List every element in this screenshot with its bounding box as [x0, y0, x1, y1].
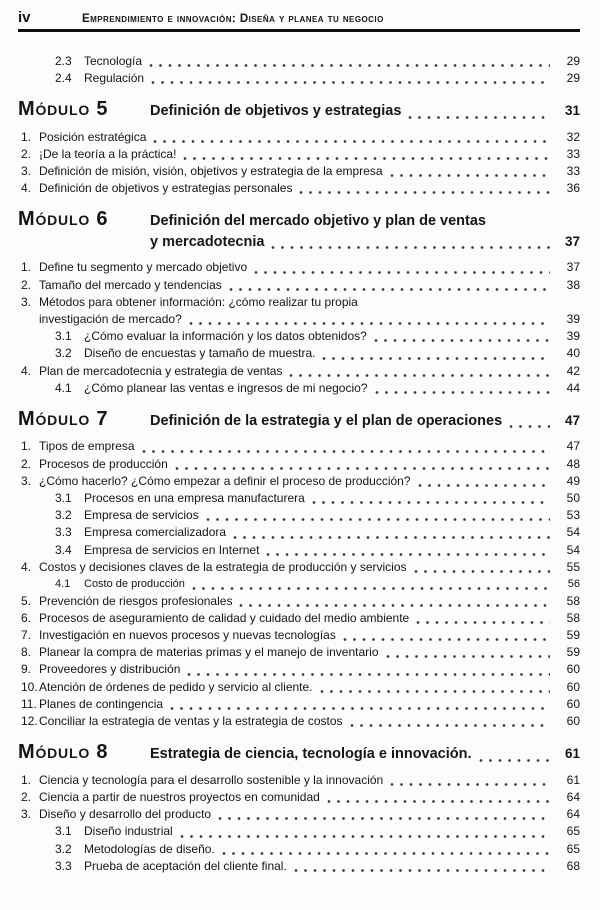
entry-number: 3.1: [55, 491, 72, 506]
page-number: 48: [566, 456, 580, 471]
entry-number: 12.: [21, 714, 38, 729]
dot-leader: [299, 190, 550, 195]
dot-leader: [187, 672, 550, 677]
entry-label: Costo de producción: [84, 578, 185, 591]
toc-entry: [18, 163, 580, 180]
entry-label: Ciencia a partir de nuestros proyectos en comunidad: [39, 789, 320, 804]
toc-entry: [55, 841, 580, 858]
toc-entry: [18, 679, 580, 696]
module-heading: [18, 98, 580, 122]
entry-body: [84, 507, 580, 524]
dot-leader: [386, 654, 551, 659]
page-number: 39: [566, 329, 580, 344]
entry-body: [39, 559, 580, 576]
entry-number: 11.: [21, 696, 37, 711]
entry-body: [84, 542, 580, 559]
entry-body: [39, 294, 580, 328]
toc-row: [39, 180, 580, 197]
module-title: [150, 101, 580, 122]
entry-label: Tamaño del mercado y tendencias: [39, 277, 222, 292]
page-number: 49: [566, 473, 580, 488]
page-number: 42: [566, 363, 580, 378]
dot-leader: [390, 173, 550, 178]
toc-entry: [18, 146, 580, 163]
dot-leader: [312, 500, 550, 505]
toc-entry: [18, 438, 580, 455]
module-label: Módulo 8: [18, 741, 109, 764]
entry-label: Planear la compra de materias primas y el manejo de inventario: [39, 645, 379, 660]
entry-body: [39, 644, 580, 661]
dot-leader: [350, 723, 551, 728]
entry-number: 3.: [21, 294, 32, 309]
toc-row: [39, 679, 580, 696]
toc-row: [39, 311, 580, 328]
entry-number: 10.: [21, 679, 38, 694]
entry-body: [39, 806, 580, 823]
page-number: 31: [564, 103, 580, 118]
dot-leader: [218, 816, 550, 821]
entry-label: Plan de mercadotecnia y estrategia de ventas: [39, 363, 283, 378]
entry-label: Empresa comercializadora: [84, 525, 227, 540]
entry-number: 4.1: [55, 578, 71, 591]
entry-body: [84, 841, 580, 858]
toc-row: [39, 129, 580, 146]
entry-label: Diseño y desarrollo del producto: [39, 807, 212, 822]
toc-row: [150, 411, 580, 432]
toc-row: [84, 53, 580, 70]
dot-leader: [222, 851, 550, 856]
toc-entry: [18, 259, 580, 276]
module-title: [150, 411, 580, 432]
page-header: [18, 9, 580, 26]
module-label: Módulo 6: [18, 208, 109, 231]
toc-section: [18, 208, 580, 397]
toc-row: [84, 841, 580, 858]
page-number: 60: [566, 696, 580, 711]
page-number: 33: [566, 146, 580, 161]
dot-leader: [192, 586, 550, 591]
dot-leader: [229, 287, 550, 292]
dot-leader: [289, 373, 550, 378]
entry-body: [39, 610, 580, 627]
page-number: 61: [566, 772, 580, 787]
entry-number: 3.3: [55, 525, 72, 540]
toc-row: [39, 610, 580, 627]
page-number: 29: [566, 53, 580, 68]
entry-number: 5.: [21, 593, 32, 608]
dot-leader: [418, 483, 550, 488]
toc-row: [84, 823, 580, 840]
page-number: 38: [566, 277, 580, 292]
toc-entry: [18, 713, 580, 730]
entry-label: Investigación en nuevos procesos y nuevas tecnologías: [39, 628, 336, 643]
entry-number: 4.1: [55, 380, 72, 395]
dot-leader: [149, 63, 550, 68]
module-heading: [18, 741, 580, 765]
toc-row: [39, 806, 580, 823]
page-number: 54: [566, 542, 580, 557]
entry-number: 3.2: [55, 841, 72, 856]
table-of-contents: [18, 53, 580, 875]
toc-entry: [18, 473, 580, 490]
page-number: 58: [566, 610, 580, 625]
toc-entry: [55, 507, 580, 524]
page-number: 37: [564, 233, 580, 249]
entry-number: 4.: [21, 559, 32, 574]
entry-body: [39, 713, 580, 730]
module-label: Módulo 7: [18, 407, 109, 430]
entry-number: 2.4: [55, 70, 72, 85]
header-rule: [18, 29, 580, 32]
toc-row: [39, 438, 580, 455]
dot-leader: [170, 706, 550, 711]
dot-leader: [153, 139, 550, 144]
entry-number: 3.2: [55, 508, 72, 523]
entry-label: Diseño industrial: [84, 824, 173, 839]
entry-body: [84, 345, 580, 362]
page-number: 53: [566, 508, 580, 523]
entry-body: [39, 627, 580, 644]
dot-leader: [322, 356, 550, 361]
page-number: 47: [566, 439, 580, 454]
page-number: 55: [566, 559, 580, 574]
entry-number: 1.: [21, 260, 32, 275]
entry-label: Conciliar la estrategia de ventas y la estrategia de costos: [39, 714, 343, 729]
entry-body: [39, 679, 580, 696]
dot-leader: [142, 449, 550, 454]
entry-label: Tecnología: [84, 53, 143, 68]
entry-label: Métodos para obtener información: ¿cómo realizar tu propia: [39, 294, 358, 309]
module-heading: [18, 208, 580, 252]
entry-label: ¿Cómo planear las ventas e ingresos de mi negocio?: [84, 380, 368, 395]
entry-label: Tipos de empresa: [39, 439, 135, 454]
page-number: 32: [566, 129, 580, 144]
toc-row: [150, 744, 580, 765]
entry-number: 3.1: [55, 329, 72, 344]
module-title-line: Definición de la estrategia y el plan de operaciones: [150, 412, 503, 429]
dot-leader: [180, 834, 550, 839]
entry-body: [39, 259, 580, 276]
toc-row: [150, 232, 580, 253]
entry-body: [39, 473, 580, 490]
page-number: 39: [566, 311, 580, 326]
entry-label: Prevención de riesgos profesionales: [39, 593, 233, 608]
entry-label: Empresa de servicios: [84, 508, 199, 523]
entry-label: Planes de contingencia: [39, 696, 164, 711]
entry-number: 8.: [21, 645, 32, 660]
toc-row: [39, 559, 580, 576]
toc-entry: [18, 610, 580, 627]
entry-label: Procesos de aseguramiento de calidad y cuidado del medio ambiente: [39, 610, 410, 625]
module-title-line: Definición de objetivos y estrategias: [150, 103, 402, 119]
toc-row: [39, 259, 580, 276]
entry-label: Procesos de producción: [39, 456, 168, 471]
entry-label: ¿Cómo hacerlo? ¿Cómo empezar a definir el proceso de producción?: [39, 473, 411, 488]
page-number: 59: [566, 628, 580, 643]
entry-label: Posición estratégica: [39, 129, 147, 144]
toc-row: [39, 456, 580, 473]
page-number: 56: [567, 578, 580, 591]
entry-number: 7.: [21, 628, 32, 643]
toc-row: [84, 858, 580, 875]
entry-number: 3.3: [55, 858, 72, 873]
page-number: 44: [566, 380, 580, 395]
entry-body: [84, 53, 580, 70]
toc-entry: [55, 53, 580, 70]
entry-body: [39, 593, 580, 610]
module-title-line: y mercadotecnia: [150, 233, 265, 250]
toc-row: [84, 328, 580, 345]
dot-leader: [414, 569, 550, 574]
module-heading: [18, 407, 580, 432]
dot-leader: [183, 156, 550, 161]
entry-number: 1.: [21, 129, 32, 144]
toc-row: [84, 345, 580, 362]
toc-entry: [18, 363, 580, 380]
entry-body: [39, 363, 580, 380]
page-number: 40: [566, 346, 580, 361]
entry-label: Procesos en una empresa manufacturera: [84, 491, 305, 506]
toc-row: [39, 163, 580, 180]
toc-entry: [55, 70, 580, 87]
toc-entry: [18, 644, 580, 661]
entry-body: [39, 438, 580, 455]
toc-entry: [55, 380, 580, 397]
toc-entry: [55, 328, 580, 345]
entry-number: 3.4: [55, 542, 72, 557]
toc-row: [39, 277, 580, 294]
dot-leader: [408, 115, 550, 120]
entry-label: Atención de órdenes de pedido y servicio al cliente.: [39, 679, 313, 694]
dot-leader: [189, 321, 550, 326]
toc-row: [84, 524, 580, 541]
dot-leader: [239, 603, 550, 608]
dot-leader: [327, 799, 550, 804]
entry-body: [39, 146, 580, 163]
running-title: Emprendimiento e innovación: Diseña y planea tu negocio: [82, 13, 384, 25]
toc-entry: [18, 696, 580, 713]
page-number: 65: [566, 841, 580, 856]
page-number: 64: [566, 789, 580, 804]
toc-row: [39, 713, 580, 730]
toc-entry: [55, 542, 580, 559]
dot-leader: [233, 535, 550, 540]
entry-body: [84, 858, 580, 875]
toc-entry: [55, 576, 580, 593]
page-number: 47: [564, 412, 580, 428]
toc-row: [84, 507, 580, 524]
entry-label: Empresa de servicios en Internet: [84, 542, 260, 557]
entry-body: [84, 524, 580, 541]
toc-row: [39, 661, 580, 678]
toc-section: [18, 98, 580, 197]
entry-body: [39, 696, 580, 713]
toc-row: [39, 593, 580, 610]
toc-row: [39, 146, 580, 163]
dot-leader: [266, 552, 550, 557]
dot-leader: [343, 637, 550, 642]
page-number: 60: [566, 679, 580, 694]
page-number: 59: [566, 645, 580, 660]
entry-number: 3.2: [55, 346, 72, 361]
entry-number: 2.: [21, 146, 32, 161]
dot-leader: [509, 424, 550, 429]
toc-row: [39, 473, 580, 490]
toc-entry: [55, 345, 580, 362]
dot-leader: [151, 80, 550, 85]
dot-leader: [390, 782, 550, 787]
toc-row: [84, 70, 580, 87]
toc-row: [150, 101, 580, 122]
page-number: 29: [566, 70, 580, 85]
toc-entry: [18, 806, 580, 823]
toc-entry: [18, 661, 580, 678]
entry-body: [84, 823, 580, 840]
entry-body: [39, 277, 580, 294]
entry-number: 2.: [21, 277, 32, 292]
toc-entry: [18, 277, 580, 294]
toc-row: [84, 380, 580, 397]
toc-entry: [18, 772, 580, 789]
toc-row: [84, 576, 580, 593]
entry-body: [39, 772, 580, 789]
page-number: 61: [564, 746, 580, 762]
toc-entry: [18, 789, 580, 806]
toc-entry: [18, 180, 580, 197]
page-number: 37: [566, 260, 580, 275]
toc-section: [18, 741, 580, 875]
entry-label: investigación de mercado?: [39, 311, 182, 326]
toc-row: [39, 363, 580, 380]
toc-section: [18, 53, 580, 87]
entry-label: Metodologías de diseño.: [84, 841, 215, 856]
entry-number: 3.1: [55, 824, 72, 839]
entry-number: 6.: [21, 610, 32, 625]
toc-entry: [18, 129, 580, 146]
entry-number: 4.: [21, 363, 32, 378]
toc-row: [39, 789, 580, 806]
toc-entry: [55, 490, 580, 507]
dot-leader: [374, 338, 550, 343]
entry-label: ¿Cómo evaluar la información y los datos obtenidos?: [84, 329, 367, 344]
toc-row: [39, 627, 580, 644]
dot-leader: [254, 270, 550, 275]
entry-body: [39, 180, 580, 197]
entry-number: 9.: [21, 662, 32, 677]
entry-number: 2.: [21, 456, 32, 471]
entry-body: [39, 456, 580, 473]
entry-label: Prueba de aceptación del cliente final.: [84, 858, 287, 873]
dot-leader: [375, 390, 551, 395]
page-number-marker: iv: [18, 9, 31, 26]
entry-label: Definición de misión, visión, objetivos y estrategia de la empresa: [39, 163, 383, 178]
module-title-line: Definición del mercado objetivo y plan de ventas: [150, 213, 486, 230]
page-number: 36: [566, 181, 580, 196]
toc-row: [84, 542, 580, 559]
entry-body: [39, 129, 580, 146]
entry-label: Definición de objetivos y estrategias personales: [39, 181, 293, 196]
toc-row: [39, 772, 580, 789]
dot-leader: [416, 620, 550, 625]
page-number: 54: [566, 525, 580, 540]
entry-body: [84, 490, 580, 507]
dot-leader: [206, 517, 550, 522]
toc-entry: [18, 593, 580, 610]
toc-entry: [55, 823, 580, 840]
toc-entry: [18, 294, 580, 328]
page-number: 68: [566, 858, 580, 873]
toc-entry: [18, 559, 580, 576]
entry-body: [39, 163, 580, 180]
entry-body: [84, 576, 580, 593]
dot-leader: [479, 758, 550, 763]
toc-row: [39, 644, 580, 661]
entry-label: Diseño de encuestas y tamaño de muestra.: [84, 346, 316, 361]
module-title: [150, 744, 580, 765]
entry-body: [84, 328, 580, 345]
page-number: 65: [566, 824, 580, 839]
entry-number: 3.: [21, 163, 32, 178]
entry-label: Proveedores y distribución: [39, 662, 181, 677]
entry-label: Ciencia y tecnología para el desarrollo sostenible y la innovación: [39, 772, 384, 787]
module-label: Módulo 5: [18, 98, 109, 120]
entry-number: 1.: [21, 439, 32, 454]
toc-entry: [55, 858, 580, 875]
page-number: 60: [566, 662, 580, 677]
module-title-line: Estrategia de ciencia, tecnología e innovación.: [150, 746, 472, 763]
toc-entry: [55, 524, 580, 541]
toc-entry: [18, 627, 580, 644]
entry-body: [84, 70, 580, 87]
toc-row: [84, 490, 580, 507]
entry-number: 3.: [21, 473, 32, 488]
entry-label: Define tu segmento y mercado objetivo: [39, 260, 248, 275]
entry-number: 1.: [21, 772, 32, 787]
module-title: [150, 212, 580, 252]
dot-leader: [320, 689, 550, 694]
dot-leader: [175, 466, 550, 471]
entry-body: [39, 789, 580, 806]
entry-label: ¡De la teoría a la práctica!: [39, 146, 177, 161]
toc-section: [18, 407, 580, 730]
dot-leader: [294, 868, 550, 873]
entry-body: [39, 661, 580, 678]
entry-number: 4.: [21, 181, 32, 196]
page-number: 60: [566, 714, 580, 729]
dot-leader: [271, 245, 550, 250]
page-number: 64: [566, 807, 580, 822]
page-number: 58: [566, 593, 580, 608]
toc-row: [39, 696, 580, 713]
page-number: 33: [566, 163, 580, 178]
entry-label: Regulación: [84, 70, 145, 85]
toc-entry: [18, 456, 580, 473]
entry-number: 2.3: [55, 53, 72, 68]
entry-number: 2.: [21, 789, 32, 804]
page-number: 50: [566, 491, 580, 506]
entry-body: [84, 380, 580, 397]
entry-number: 3.: [21, 807, 32, 822]
entry-label: Costos y decisiones claves de la estrategia de producción y servicios: [39, 559, 407, 574]
